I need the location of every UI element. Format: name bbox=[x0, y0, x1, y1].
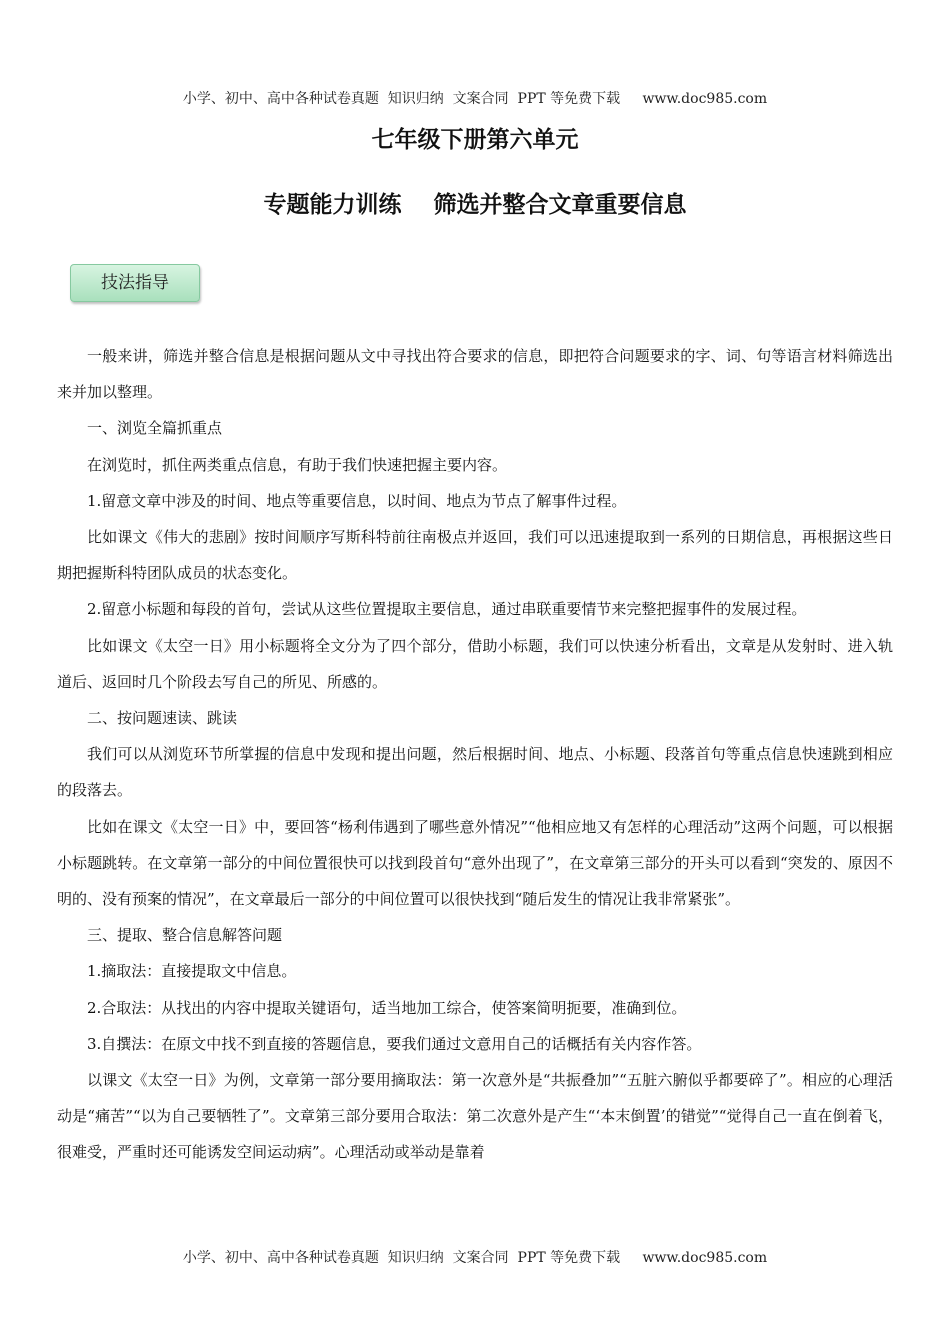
list-item: 2.合取法：从找出的内容中提取关键语句，适当地加工综合，使答案简明扼要，准确到位。 bbox=[87, 998, 687, 1017]
paragraph: 一般来讲，筛选并整合信息是根据问题从文中寻找出符合要求的信息，即把符合问题要求的字、词、句等语言材料筛选出来并加以整理。 bbox=[57, 347, 893, 402]
list-item: 2.留意小标题和每段的首句，尝试从这些位置提取主要信息，通过串联重要情节来完整把握事件的发展过程。 bbox=[87, 600, 807, 619]
section-badge-techniques: 技法指导 bbox=[70, 264, 200, 302]
list-item: 1.留意文章中涉及的时间、地点等重要信息，以时间、地点为节点了解事件过程。 bbox=[87, 491, 627, 510]
page-header: 小学、初中、高中各种试卷真题 知识归纳 文案合同 PPT 等免费下载 www.doc985.com bbox=[182, 91, 768, 107]
document-title: 七年级下册第六单元 bbox=[371, 127, 579, 153]
page-footer: 小学、初中、高中各种试卷真题 知识归纳 文案合同 PPT 等免费下载 www.doc985.com bbox=[182, 1250, 768, 1266]
section-heading: 一、浏览全篇抓重点 bbox=[87, 419, 223, 438]
list-item: 3.自撰法：在原文中找不到直接的答题信息，要我们通过文意用自己的话概括有关内容作答。 bbox=[87, 1034, 702, 1053]
section-heading: 三、提取、整合信息解答问题 bbox=[87, 926, 283, 945]
list-item: 1.摘取法：直接提取文中信息。 bbox=[87, 962, 297, 981]
paragraph: 比如课文《伟大的悲剧》按时间顺序写斯科特前往南极点并返回，我们可以迅速提取到一系列的日期信息，再根据这些日期把握斯科特团队成员的状态变化。 bbox=[57, 528, 893, 583]
paragraph: 比如课文《太空一日》用小标题将全文分为了四个部分，借助小标题，我们可以快速分析看出，文章是从发射时、进入轨道后、返回时几个阶段去写自己的所见、所感的。 bbox=[57, 636, 893, 691]
paragraph: 在浏览时，抓住两类重点信息，有助于我们快速把握主要内容。 bbox=[87, 455, 508, 474]
section-heading: 二、按问题速读、跳读 bbox=[87, 709, 238, 728]
document-subtitle: 专题能力训练 筛选并整合文章重要信息 bbox=[263, 192, 687, 218]
paragraph: 比如在课文《太空一日》中，要回答“杨利伟遇到了哪些意外情况”“他相应地又有怎样的心理活动”这两个问题，可以根据小标题跳转。在文章第一部分的中间位置很快可以找到段首句“意外出现了”，在文章第三部分的开头可以看到“突发的、原因不明的、没有预案的情况”，在文章最后一部分的中间位置可以很快找到“随后发生的情况让我非常紧张”。 bbox=[57, 817, 893, 909]
article-body bbox=[57, 338, 893, 1171]
paragraph: 以课文《太空一日》为例，文章第一部分要用摘取法：第一次意外是“共振叠加”“五脏六腑似乎都要碎了”。相应的心理活动是“痛苦”“以为自己要牺牲了”。文章第三部分要用合取法：第二次意外是产生“‘本末倒置’的错觉”“觉得自己一直在倒着飞，很难受，严重时还可能诱发空间运动病”。心理活动或举动是靠着 bbox=[57, 1071, 893, 1162]
paragraph: 我们可以从浏览环节所掌握的信息中发现和提出问题，然后根据时间、地点、小标题、段落首句等重点信息快速跳到相应的段落去。 bbox=[57, 745, 893, 800]
